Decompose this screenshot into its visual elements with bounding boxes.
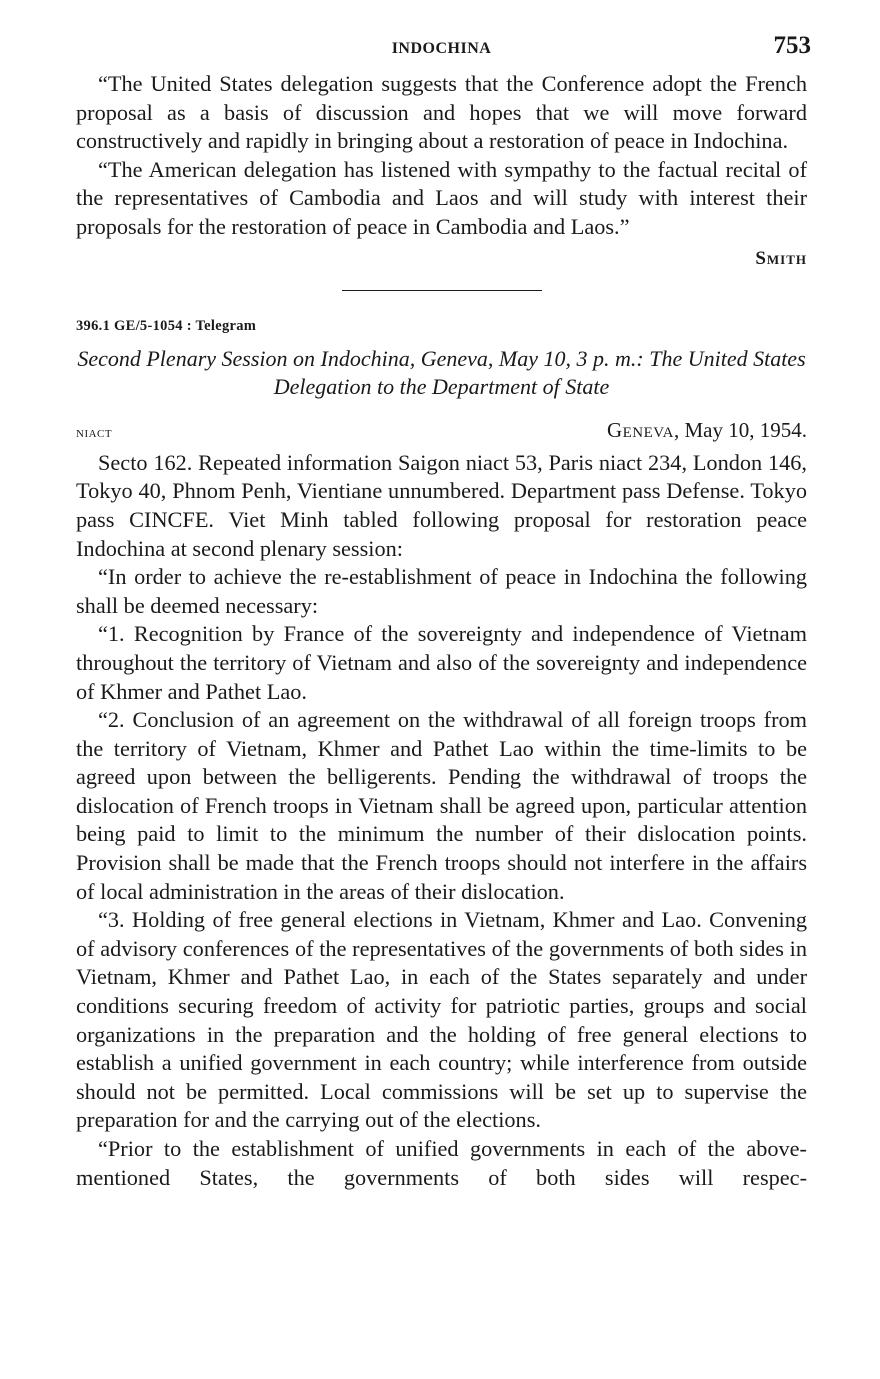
paragraph: “In order to achieve the re-establishment of peace in Indochina the following shall be deemed necessary: <box>76 564 807 618</box>
paragraph: “The American delegation has listened with sympathy to the factual recital of the representatives of Cambodia and Laos and will study with interest their proposals for the restoration of peace in Cambodia and Laos.” <box>76 156 807 239</box>
previous-document-text <box>76 70 807 270</box>
paragraph: “The United States delegation suggests that the Conference adopt the French proposal as a basis of discussion and hopes that we will move forward constructively and rapidly in bringing about a restoration of peace in Indochina. <box>76 71 807 154</box>
page-number: 753 <box>773 32 811 59</box>
place-date <box>607 418 807 443</box>
place: Geneva <box>606 417 674 442</box>
running-header <box>76 30 811 70</box>
document-page <box>76 30 811 1192</box>
dateline <box>76 418 807 443</box>
telegram-body <box>76 449 807 1192</box>
section-divider <box>342 290 542 291</box>
date: , May 10, 1954. <box>674 417 807 442</box>
document-title: Second Plenary Session on Indochina, Geneva, May 10, 3 p. m.: The United States Delegation to the Department of State <box>77 345 806 400</box>
paragraph: “3. Holding of free general elections in Vietnam, Khmer and Lao. Convening of advisory conferences of the representatives of the governments of both sides in Vietnam, Khmer and Pathet Lao, in each of the States separately and under conditions securing freedom of activity for patriotic parties, groups and social organizations in the preparation and the holding of free general elections to establish a unified government in each country; while interference from outside should not be permitted. Local commissions will be set up to supervise the preparation for and the carrying out of the elections. <box>76 907 807 1133</box>
paragraph: “2. Conclusion of an agreement on the withdrawal of all foreign troops from the territory of Vietnam, Khmer and Pathet Lao within the time-limits to be agreed upon between the belligerents. Pending the withdrawal of troops the dislocation of French troops in Vietnam shall be agreed upon, particular attention being paid to limit to the minimum the number of their dislocation points. Provision shall be made that the French troops should not interfere in the affairs of local administration in the areas of their dislocation. <box>76 707 807 904</box>
signature: Smith <box>755 247 807 269</box>
paragraph: “Prior to the establishment of unified governments in each of the above-mentioned States, the governments of both sides will respec- <box>76 1136 807 1190</box>
running-title: INDOCHINA <box>391 40 492 57</box>
paragraph: “1. Recognition by France of the sovereignty and independence of Vietnam throughout the territory of Vietnam and also of the sovereignty and independence of Khmer and Pathet Lao. <box>76 621 807 704</box>
file-reference: 396.1 GE/5-1054 : Telegram <box>76 317 257 334</box>
precedence-indicator: niact <box>76 424 113 441</box>
paragraph: Secto 162. Repeated information Saigon niact 53, Paris niact 234, London 146, Tokyo 40, Phnom Penh, Vientiane unnumbered. Department pass Defense. Tokyo pass CINCFE. Viet Minh tabled following proposal for restoration peace Indochina at second plenary session: <box>76 449 807 561</box>
